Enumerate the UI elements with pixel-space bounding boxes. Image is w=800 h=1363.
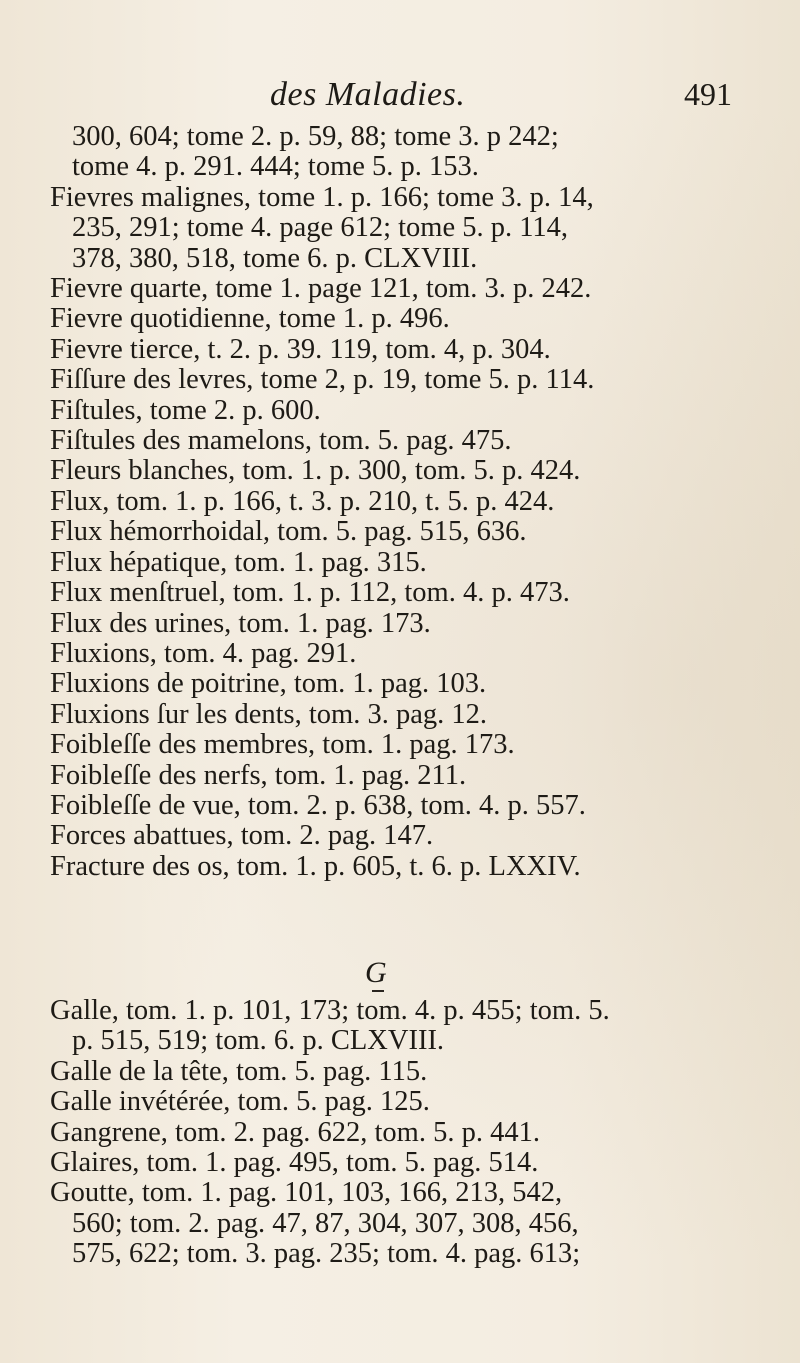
index-line: 235, 291; tome 4. page 612; tome 5. p. 114, — [72, 212, 569, 244]
index-line: Fluxions de poitrine, tom. 1. pag. 103. — [50, 668, 487, 700]
index-line: 300, 604; tome 2. p. 59, 88; tome 3. p 242; — [72, 121, 559, 152]
index-line: Glaires, tom. 1. pag. 495, tom. 5. pag. 514. — [50, 1147, 539, 1179]
index-line: Fievre quotidienne, tome 1. p. 496. — [50, 303, 450, 335]
index-line: Fracture des os, tom. 1. p. 605, t. 6. p. LXXIV. — [50, 850, 581, 882]
index-line: Flux des urines, tom. 1. pag. 173. — [50, 607, 431, 639]
page-number: 491 — [684, 76, 732, 112]
page-header — [60, 76, 740, 126]
running-title: des Maladies. — [270, 76, 466, 113]
index-line: Flux hépatique, tom. 1. pag. 315. — [50, 546, 427, 578]
index-line: Foibleſſe des membres, tom. 1. pag. 173. — [50, 729, 515, 761]
index-line: tome 4. p. 291. 444; tome 5. p. 153. — [72, 151, 479, 183]
index-line: p. 515, 519; tom. 6. p. CLXVIII. — [72, 1025, 445, 1057]
index-line: Flux menſtruel, tom. 1. p. 112, tom. 4. p. 473. — [50, 577, 570, 609]
index-line: Galle de la tête, tom. 5. pag. 115. — [50, 1055, 428, 1087]
index-section-g — [50, 996, 770, 1270]
index-line: 378, 380, 518, tome 6. p. CLXVIII. — [72, 242, 478, 274]
index-line: Fievre quarte, tome 1. page 121, tom. 3. p. 242. — [50, 273, 592, 305]
index-line: Fiſſure des levres, tome 2, p. 19, tome 5. p. 114. — [50, 364, 595, 396]
index-line: Gangrene, tom. 2. pag. 622, tom. 5. p. 441. — [50, 1116, 540, 1148]
index-line: Galle invétérée, tom. 5. pag. 125. — [50, 1086, 430, 1118]
index-line: Fleurs blanches, tom. 1. p. 300, tom. 5. p. 424. — [50, 455, 581, 487]
index-line: Fiſtules des mamelons, tom. 5. pag. 475. — [50, 425, 512, 457]
index-line: Fievres malignes, tome 1. p. 166; tome 3. p. 14, — [50, 181, 594, 213]
index-line: Fiſtules, tome 2. p. 600. — [50, 394, 321, 426]
index-line: Galle, tom. 1. p. 101, 173; tom. 4. p. 455; tom. 5. — [50, 995, 610, 1026]
index-line: Foibleſſe de vue, tom. 2. p. 638, tom. 4. p. 557. — [50, 789, 586, 821]
index-line: Foibleſſe des nerfs, tom. 1. pag. 211. — [50, 759, 467, 791]
index-line: Fievre tierce, t. 2. p. 39. 119, tom. 4, p. 304. — [50, 333, 551, 365]
index-line: Flux, tom. 1. p. 166, t. 3. p. 210, t. 5. p. 424. — [50, 485, 555, 517]
index-line: Flux hémorrhoidal, tom. 5. pag. 515, 636. — [50, 516, 527, 548]
index-line: Forces abattues, tom. 2. pag. 147. — [50, 820, 434, 852]
index-line: Fluxions, tom. 4. pag. 291. — [50, 637, 357, 669]
section-divider — [372, 990, 384, 992]
index-line: 575, 622; tom. 3. pag. 235; tom. 4. pag. 613; — [72, 1238, 581, 1270]
index-line: Goutte, tom. 1. pag. 101, 103, 166, 213, 542, — [50, 1177, 563, 1209]
index-line: 560; tom. 2. pag. 47, 87, 304, 307, 308, 456, — [72, 1207, 579, 1239]
section-heading-letter: G — [365, 956, 387, 989]
index-line: Fluxions ſur les dents, tom. 3. pag. 12. — [50, 698, 487, 730]
index-section-f — [50, 122, 770, 882]
